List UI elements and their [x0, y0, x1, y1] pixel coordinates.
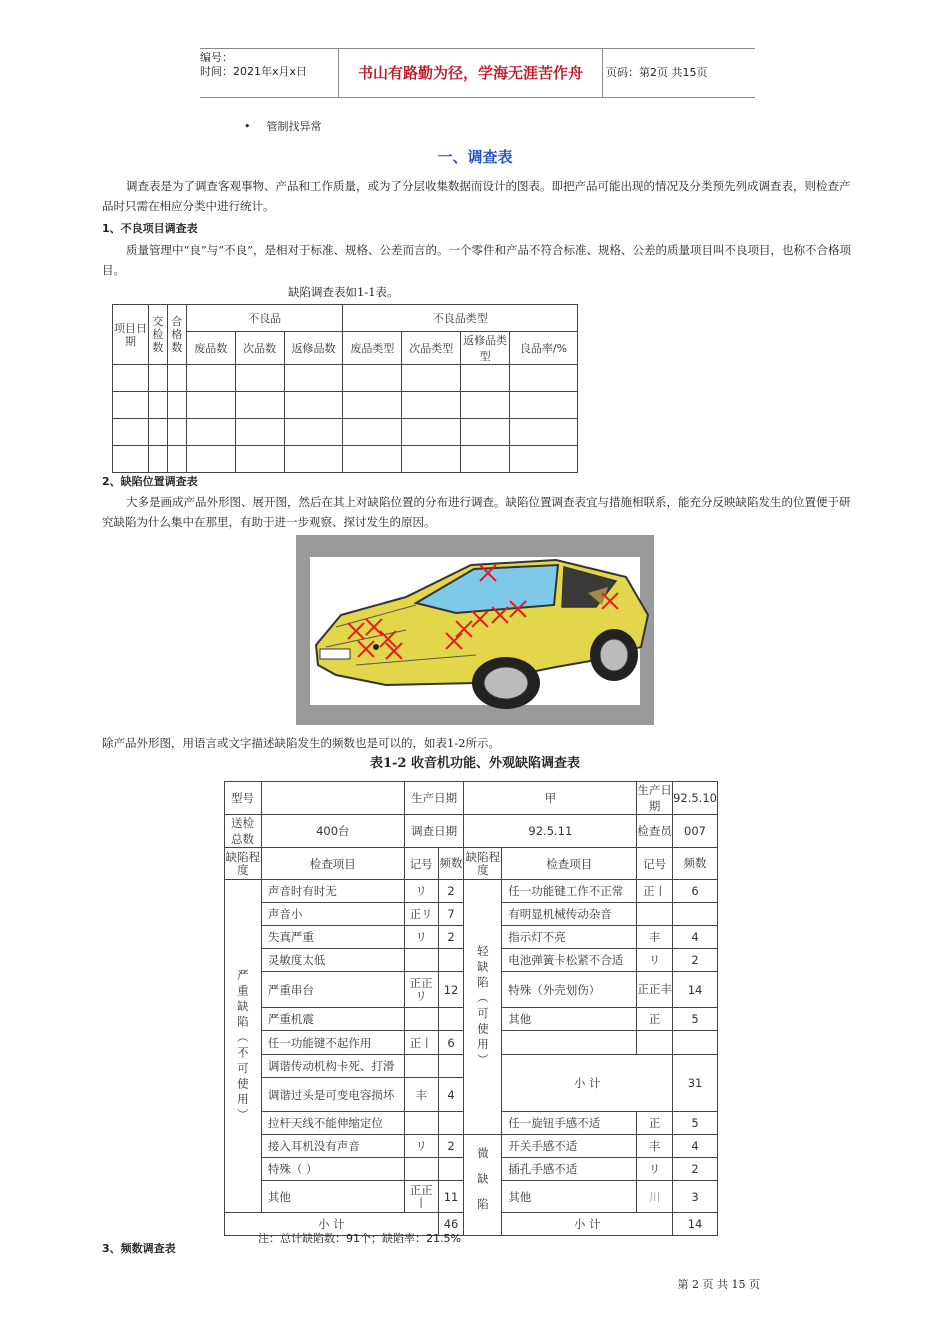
- col-inferior-type: 次品类型: [402, 332, 461, 365]
- table-row: 任一功能键不起作用 正丨 6: [225, 1031, 718, 1055]
- s2-paragraph: 大多是画成产品外形图、展开图，然后在其上对缺陷位置的分布进行调查。缺陷位置调查表宜与措施相联系，能充分反映缺陷发生的位置便于研究缺陷为什么集中在那里，有助于进一步观察、探讨发生的原因。: [102, 495, 851, 529]
- h-item-left: 检查项目: [261, 848, 404, 880]
- table-row: 严重机震 其他 正 5: [225, 1008, 718, 1031]
- car-defect-image: [296, 535, 654, 725]
- motto: 书山有路勤为径，学海无涯苦作舟: [338, 49, 603, 97]
- h-level-left: 缺陷程度: [225, 848, 262, 880]
- group-serious: 严重缺陷（不可使用）: [225, 880, 262, 1213]
- survey-date-value: 92.5.11: [464, 815, 637, 848]
- prod-date-label: 生产日期: [404, 782, 464, 815]
- page-footer: 第 2 页 共 15 页: [677, 1278, 760, 1291]
- h-mark-right: 记号: [637, 848, 673, 880]
- table-row: 其他 正正丨 11 其他 川 3: [225, 1181, 718, 1213]
- group-minor: 微缺陷: [464, 1135, 502, 1236]
- after-image-text: 除产品外形图，用语言或文字描述缺陷发生的频数也是可以的，如表1-2所示。: [102, 736, 501, 750]
- col-defective: 不良品: [186, 305, 343, 332]
- time-label: 时间：2021年x月x日: [200, 65, 308, 78]
- h-item-right: 检查项目: [502, 848, 637, 880]
- table-row: 特殊（ ） 插孔手感不适 リ 2: [225, 1158, 718, 1181]
- survey-date-label: 调查日期: [404, 815, 464, 848]
- s3-title: 3、频数调查表: [102, 1242, 176, 1255]
- h-freq-right: 频数: [673, 848, 718, 880]
- table-row: 失真严重 リ 2 指示灯不亮 丰 4: [225, 926, 718, 949]
- subtotal-light: 31: [673, 1055, 718, 1112]
- table-row: 严重串台 正正リ 12 特殊（外壳划伤） 正正丰 14: [225, 972, 718, 1008]
- table-row: 接入耳机没有声音 リ 2 微缺陷 开关手感不适 丰 4: [225, 1135, 718, 1158]
- col-inferior-count: 次品数: [235, 332, 284, 365]
- intro-paragraph: 调查表是为了调查客观事物、产品和工作质量，或为了分层收集数据而设计的图表。即把产品可能出现的情况及分类预先列成调查表，则检查产品时只需在相应分类中进行统计。: [102, 179, 851, 213]
- subtotal-minor: 14: [673, 1213, 718, 1236]
- col-item-date: 项目日期: [113, 305, 149, 365]
- subtotal-serious: 46: [438, 1213, 464, 1236]
- col-scrap-count: 废品数: [186, 332, 235, 365]
- page-label: 页码：第2页 共15页: [606, 66, 708, 79]
- page-header: [200, 48, 755, 98]
- col-submitted: 交检数: [148, 305, 167, 365]
- prod-date-value-2: 92.5.10: [673, 782, 718, 815]
- subtotal-minor-label: 小 计: [502, 1213, 673, 1236]
- bullet-line: • 管制找异常: [244, 120, 322, 133]
- h-level-right: 缺陷程度: [464, 848, 502, 880]
- inspector-label: 检查员: [637, 815, 673, 848]
- h-freq-left: 频数: [438, 848, 464, 880]
- table-row: [113, 446, 578, 473]
- table-row: 调谐传动机构卡死、打滑 小 计 31: [225, 1055, 718, 1078]
- header-left: [200, 49, 338, 99]
- table-note: 注：总计缺陷数：91个；缺陷率：21.5%: [258, 1232, 461, 1245]
- s2-title: 2、缺陷位置调查表: [102, 475, 198, 488]
- table-row: 声音小 正リ 7 有明显机械传动杂音: [225, 903, 718, 926]
- bullet-text: 管制找异常: [266, 120, 322, 133]
- col-defect-type: 不良品类型: [343, 305, 578, 332]
- s1-caption: 缺陷调查表如1-1表。: [288, 285, 399, 299]
- group-light: 轻缺陷（可使用）: [464, 880, 502, 1135]
- subtotal-serious-label: 小 计: [225, 1213, 439, 1236]
- table-row: 灵敏度太低 电池弹簧卡松紧不合适 リ 2: [225, 949, 718, 972]
- col-rework-count: 返修品数: [284, 332, 343, 365]
- table-row: [113, 392, 578, 419]
- model-label: 型号: [225, 782, 262, 815]
- table-row: [113, 365, 578, 392]
- table-row: 严重缺陷（不可使用） 声音时有时无 リ 2 轻缺陷（可使用） 任一功能键工作不正常 正丨 6: [225, 880, 718, 903]
- col-yield: 良品率/%: [510, 332, 578, 365]
- table-row: 拉杆天线不能伸缩定位 任一旋钮手感不适 正 5: [225, 1112, 718, 1135]
- s1-paragraph: 质量管理中“良”与“不良”，是相对于标准、规格、公差而言的。一个零件和产品不符合标准、规格、公差的质量项目叫不良项目，也称不合格项目。: [102, 243, 852, 277]
- section-title: 一、调查表: [437, 148, 513, 166]
- number-label: 编号：: [200, 51, 233, 64]
- col-rework-type: 返修品类型: [461, 332, 510, 365]
- table-row: 调谐过头是可变电容损坏 丰 4: [225, 1078, 718, 1112]
- table-1-2-title: 表1-2 收音机功能、外观缺陷调查表: [369, 756, 580, 771]
- defect-table-1: [112, 304, 578, 473]
- sent-label: 送检总数: [225, 815, 262, 848]
- inspector-value: 007: [673, 815, 718, 848]
- model-value: [261, 782, 404, 815]
- s1-title: 1、不良项目调查表: [102, 222, 198, 235]
- col-scrap-type: 废品类型: [343, 332, 402, 365]
- radio-defect-table: [224, 781, 718, 1236]
- table-row: [113, 419, 578, 446]
- subtotal-light-label: 小 计: [502, 1055, 673, 1112]
- sent-value: 400台: [261, 815, 404, 848]
- col-qualified: 合格数: [167, 305, 186, 365]
- prod-date-label-2: 生产日期: [637, 783, 672, 813]
- h-mark-left: 记号: [404, 848, 438, 880]
- prod-date-value: 甲: [464, 782, 637, 815]
